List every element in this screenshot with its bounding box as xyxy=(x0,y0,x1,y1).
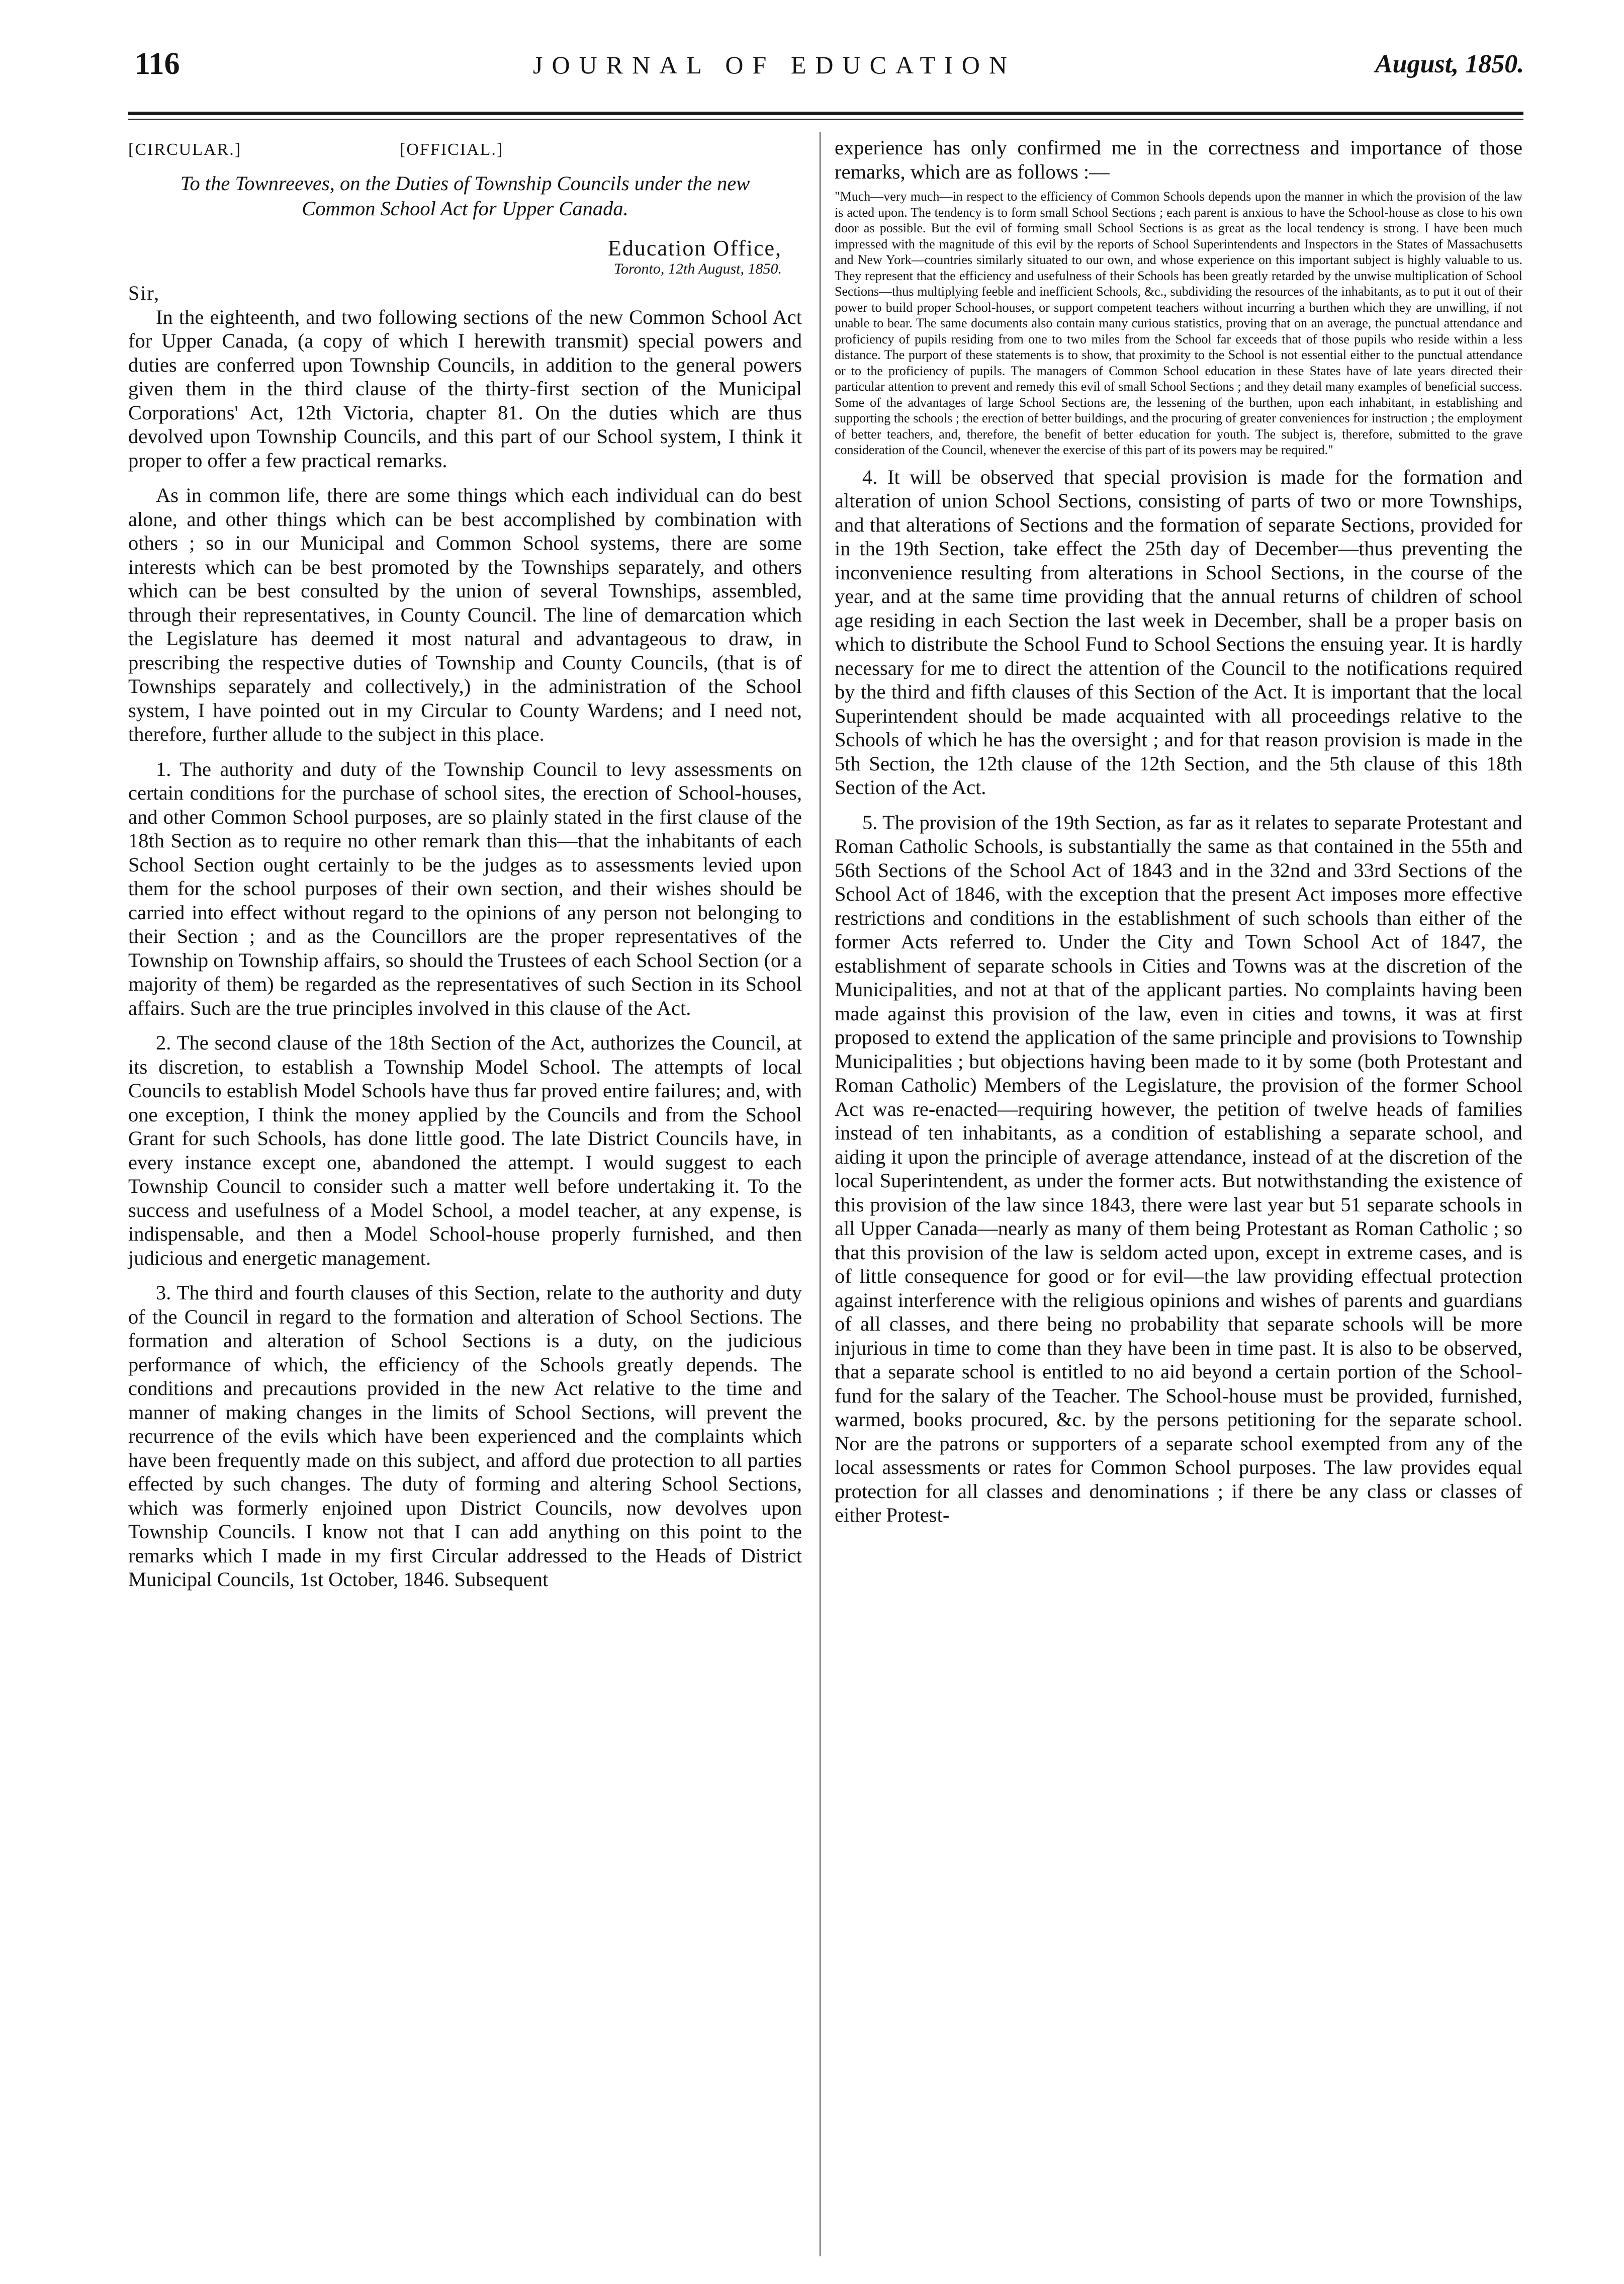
right-column xyxy=(835,136,1522,1527)
paragraph-3: 3. The third and fourth clauses of this Section, relate to the authority and duty of the Council in regard to the formation and alteration of School Sections. The formation and alteration of School Sections is a duty, on the judicious performance of which, the efficiency of the Schools greatly depends. The conditions and precautions provided in the new Act relative to the time and manner of making changes in the limits of School Sections, will prevent the recurrence of the evils which have been experienced and the complaints which have been frequently made on this subject, and afford due protection to all parties effected by such changes. The duty of forming and altering School Sections, which was formerly enjoined upon District Councils, now devolves upon Township Councils. I know not that I can add anything on this point to the remarks which I made in my first Circular addressed to the Heads of District Municipal Councils, 1st October, 1846. Subsequent xyxy=(128,1281,802,1591)
journal-title: JOURNAL OF EDUCATION xyxy=(533,51,1016,79)
circular-label: [CIRCULAR.] xyxy=(128,140,242,159)
header-rule-thin xyxy=(128,119,1523,120)
paragraph-1: 1. The authority and duty of the Township Council to levy assessments on certain conditions for the purchase of school sites, the erection of School-houses, and other Common School purposes, are so plainly stated in the first clause of the 18th Section as to require no other remark than this—that the inhabitants of each School Section ought certainly to be the judges as to assessments levied upon them for the school purposes of their own section, and their wishes should be carried into effect without regard to the opinions of any person not belonging to their Section ; and as the Councillors are the proper representatives of the Township on Township affairs, so should the Trustees of each School Section (or a majority of them) be regarded as the representatives of such Section in its School affairs. Such are the true principles involved in this clause of the Act. xyxy=(128,757,802,1019)
column-divider xyxy=(820,132,821,2256)
paragraph-common-life: As in common life, there are some things which each individual can do best alone, and other things which can be best accomplished by combination with others ; so in our Municipal and Common School systems, there are some interests which can be best promoted by the Townships separately, and others which can be best consulted by the union of several Townships, assembled, through their representatives, in County Council. The line of demarcation which the Legislature has deemed it most natural and advantageous to draw, in prescribing the respective duties of Township and County Councils, (that is of Townships separately and collectively,) in the administration of the School system, I have pointed out in my Circular to County Wardens; and I need not, therefore, further allude to the subject in this place. xyxy=(128,484,802,745)
education-office: Education Office, xyxy=(608,235,782,260)
paragraph-2: 2. The second clause of the 18th Section of the Act, authorizes the Council, at its discretion, to establish a Township Model School. The attempts of local Councils to establish Model Schools have thus far proved entire failures; and, with one exception, I think the money applied by the Councils and from the School Grant for such Schools, has done little good. The late District Councils have, in every instance except one, abandoned the attempt. I would suggest to each Township Council to consider such a matter well before undertaking it. To the success and usefulness of a Model School, a model teacher, at any expense, is indispensable, and then a Model School-house properly furnished, and then judicious and energetic management. xyxy=(128,1031,802,1269)
circular-address: To the Townreeves, on the Duties of Township Councils under the new Common School Act for Upper Canada. xyxy=(180,171,750,220)
issue-date: August, 1850. xyxy=(1375,50,1524,78)
left-column xyxy=(128,136,802,1592)
paragraph-intro: In the eighteenth, and two following sections of the new Common School Act for Upper Canada, (a copy of which I herewith transmit) special powers and duties are conferred upon Township Councils, in addition to the general powers given them in the third clause of the thirty-first section of the Municipal Corporations' Act, 12th Victoria, chapter 81. On the duties which are thus devolved upon Township Councils, and this part of our School system, I think it proper to offer a few practical remarks. xyxy=(128,305,802,472)
paragraph-4: 4. It will be observed that special provision is made for the formation and alteration of union School Sections, consisting of parts of two or more Townships, and that alterations of Sections and the formation of separate Sections, provided for in the 19th Section, take effect the 25th day of December—thus preventing the inconvenience resulting from alterations in School Sections, in the course of the year, and at the same time providing that the annual returns of children of school age residing in each Section the last week in December, shall be a proper basis on which to distribute the School Fund to School Sections the ensuing year. It is hardly necessary for me to direct the attention of the Council to the notifications required by the third and fifth clauses of this Section of the Act. It is important that the local Superintendent should be made acquainted with all proceedings relative to the Schools of which he has the oversight ; and for that reason provision is made in the 5th Section, the 12th clause of the 12th Section, and the 5th clause of this 18th Section of the Act. xyxy=(835,465,1522,799)
circular-labels xyxy=(128,138,802,162)
salutation: Sir, xyxy=(128,282,160,304)
office-date: Toronto, 12th August, 1850. xyxy=(614,260,782,277)
official-label: [OFFICIAL.] xyxy=(400,140,504,159)
quoted-circular: "Much—very much—in respect to the efficiency of Common Schools depends upon the manner in which the provision of the law is acted upon. The tendency is to form small School Sections ; each parent is anxious to have the School-house as close to his own door as possible. But the evil of forming small School Sections is as great as the local tendency is strong. I have been much impressed with the magnitude of this evil by the reports of School Superintendents and Inspectors in the States of Massachusetts and New York—countries similarly situated to our own, and whose experience on this important subject is highly valuable to us. They represent that the efficiency and usefulness of their Schools has been greatly retarded by the unwise multiplication of School Sections—thus multiplying feeble and inefficient Schools, &c., subdividing the resources of the inhabitants, as to put it out of their power to build proper School-houses, or support competent teachers without incurring a burthen which they are unwilling, if not unable to bear. The same documents also contain many curious statistics, proving that on an average, the punctual attendance and proficiency of pupils residing from one to two miles from the School far exceeds that of those pupils who reside within a less distance. The purport of these statements is to show, that proximity to the School is not essential either to the punctual attendance or to the proficiency of pupils. The managers of Common School education in these States have of late years directed their particular attention to prevent and remedy this evil of small School Sections ; and they detail many examples of beneficial success. Some of the advantages of large School Sections are, the lessening of the burthen, upon each inhabitant, in establishing and supporting the schools ; the erection of better buildings, and the procuring of greater conveniences for instruction ; the employment of better teachers, and, therefore, the benefit of better education for youth. The subject is, therefore, submitted to the grave consideration of the Council, whenever the exercise of this part of its powers may be required." xyxy=(835,189,1522,457)
header-rule-thick xyxy=(128,112,1523,115)
continuation-text: experience has only confirmed me in the correctness and importance of those remarks, which are as follows :— xyxy=(835,136,1522,183)
page-number: 116 xyxy=(135,47,180,81)
paragraph-5: 5. The provision of the 19th Section, as far as it relates to separate Protestant and Roman Catholic Schools, is substantially the same as that contained in the 55th and 56th Sections of the School Act of 1843 and in the 32nd and 33rd Sections of the School Act of 1846, with the exception that the present Act imposes more effective restrictions and conditions in the establishment of such schools than either of the former Acts referred to. Under the City and Town School Act of 1847, the establishment of separate schools in Cities and Towns was at the discretion of the Municipalities, and not at that of the applicant parties. No complaints having been made against this provision of the law, even in cities and towns, it was at first proposed to extend the application of the same principle and provisions to Township Municipalities ; but objections having been made to it by some (both Protestant and Roman Catholic) Members of the Legislature, the provision of the former School Act was re-enacted—requiring however, the petition of twelve heads of families instead of ten inhabitants, as a condition of establishing a separate school, and aiding it upon the principle of average attendance, instead of at the discretion of the local Superintendent, as under the former acts. But notwithstanding the existence of this provision of the law since 1843, there were last year but 51 separate schools in all Upper Canada—nearly as many of them being Protestant as Roman Catholic ; so that this provision of the law is seldom acted upon, except in extreme cases, and is of little consequence for good or for evil—the law providing effectual protection against interference with the religious opinions and wishes of parents and guardians of all classes, and there being no probability that separate schools will be more injurious in time to come than they have been in time past. It is also to be observed, that a separate school is entitled to no aid beyond a certain portion of the School-fund for the salary of the Teacher. The School-house must be provided, furnished, warmed, books procured, &c. by the persons petitioning for the separate school. Nor are the patrons or supporters of a separate school exempted from any of the local assessments or rates for Common School purposes. The law provides equal protection for all classes and denominations ; if there be any class or classes of either Protest- xyxy=(835,811,1522,1526)
